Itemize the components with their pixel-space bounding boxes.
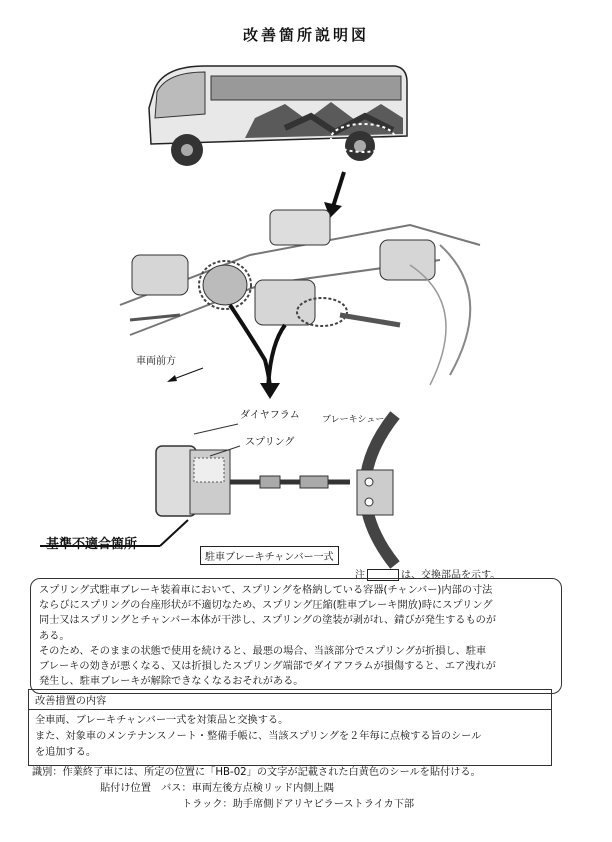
- brake-shoe-label: ブレーキシュー: [322, 415, 385, 425]
- diaphragm-label: ダイヤフラム: [240, 410, 300, 421]
- page-title: 改善箇所説明図: [242, 26, 369, 44]
- description-line: ある。: [39, 630, 70, 642]
- spring-label: スプリング: [245, 437, 295, 448]
- placement-bus-line: 貼付け位置 バス：車両左後方点検リッド内側上隅: [100, 783, 334, 794]
- description-line: ならびにスプリングの台座形状が不適切なため、スプリング圧縮(駐車ブレーキ開放)時にスプリング: [39, 600, 493, 612]
- description-line: そのため、そのままの状態で使用を続けると、最悪の場合、当該部分でスプリングが折損し、駐車: [39, 645, 487, 657]
- front-direction-label: 車両前方: [136, 356, 176, 367]
- measures-line: また、対象車のメンテナンスノート・整備手帳に、当該スプリングを２年毎に点検する旨のシール: [35, 731, 482, 742]
- nonconforming-leader-line: [40, 518, 190, 548]
- description-line: ブレーキの効きが悪くなる、又は折損したスプリング端部でダイアフラムが損傷すると、エア洩れが: [39, 661, 496, 673]
- measures-heading: 改善措置の内容: [29, 690, 551, 710]
- placement-truck-line: トラック：助手席側ドアリヤピラーストライカ下部: [182, 799, 415, 810]
- corrective-measures: [28, 689, 552, 766]
- description-line: スプリング式駐車ブレーキ装着車において、スプリングを格納している容器(チャンバー)内部の寸法: [39, 585, 493, 596]
- note-prefix: 注: [355, 570, 365, 581]
- chamber-type-label: 駐車ブレーキチャンバー一式: [200, 546, 339, 565]
- front-direction-arrow: [165, 364, 205, 384]
- defect-description: [30, 578, 562, 694]
- measures-line: 全車両、ブレーキチャンバー一式を対策品と交換する。: [35, 715, 289, 726]
- description-line: 同士又はスプリングとチャンバー本体が干渉し、スプリングの塗装が剥がれ、錆びが発生するものが: [39, 615, 497, 627]
- brake-shoe-illustration: [335, 410, 415, 570]
- identification-section: [32, 765, 592, 813]
- note-suffix: は、交換部品を示す。: [401, 570, 501, 581]
- measures-line: を追加する。: [35, 747, 97, 758]
- identification-line: 識別：作業終了車には、所定の位置に「HB-02」の文字が記載された白黄色のシールを貼付ける。: [32, 767, 481, 778]
- description-line: 発生し、駐車ブレーキが解除できなくなるおそれがある。: [39, 676, 304, 688]
- nonconforming-part-label: 基準不適合箇所: [46, 537, 138, 552]
- bus-illustration: [135, 58, 415, 178]
